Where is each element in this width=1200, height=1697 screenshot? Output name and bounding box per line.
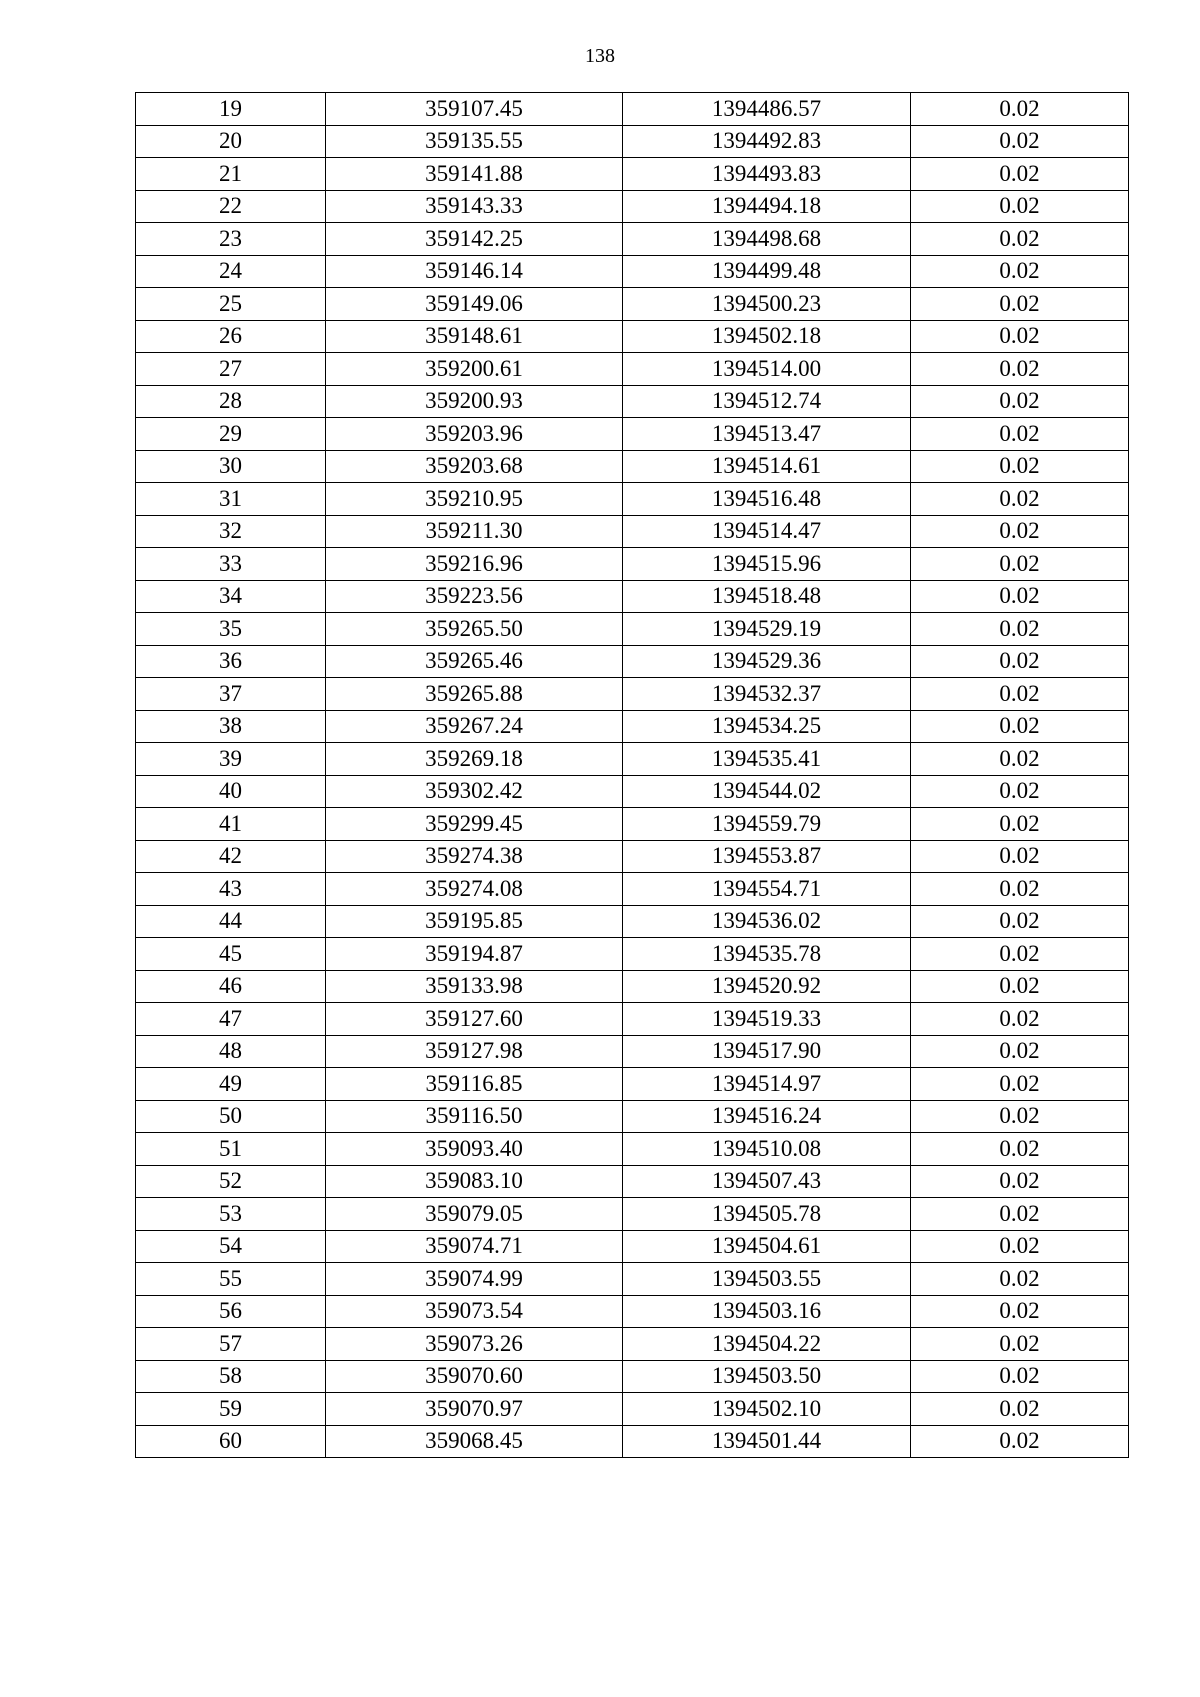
error-cell: 0.02 (911, 1068, 1129, 1101)
x-coordinate-cell: 359148.61 (326, 320, 623, 353)
x-coordinate-cell: 359216.96 (326, 548, 623, 581)
error-cell: 0.02 (911, 1328, 1129, 1361)
table-row (136, 1425, 1129, 1458)
y-coordinate-cell: 1394505.78 (623, 1198, 911, 1231)
error-cell: 0.02 (911, 1035, 1129, 1068)
x-coordinate-cell: 359200.61 (326, 353, 623, 386)
table-row (136, 970, 1129, 1003)
point-number-cell: 55 (136, 1263, 326, 1296)
y-coordinate-cell: 1394534.25 (623, 710, 911, 743)
point-number-cell: 31 (136, 483, 326, 516)
error-cell: 0.02 (911, 125, 1129, 158)
point-number-cell: 58 (136, 1360, 326, 1393)
y-coordinate-cell: 1394503.55 (623, 1263, 911, 1296)
table-row (136, 450, 1129, 483)
x-coordinate-cell: 359269.18 (326, 743, 623, 776)
x-coordinate-cell: 359133.98 (326, 970, 623, 1003)
table-row (136, 1295, 1129, 1328)
y-coordinate-cell: 1394493.83 (623, 158, 911, 191)
error-cell: 0.02 (911, 515, 1129, 548)
x-coordinate-cell: 359073.54 (326, 1295, 623, 1328)
y-coordinate-cell: 1394518.48 (623, 580, 911, 613)
y-coordinate-cell: 1394502.10 (623, 1393, 911, 1426)
point-number-cell: 45 (136, 938, 326, 971)
error-cell: 0.02 (911, 1165, 1129, 1198)
table-row (136, 158, 1129, 191)
y-coordinate-cell: 1394514.00 (623, 353, 911, 386)
table-row (136, 1230, 1129, 1263)
x-coordinate-cell: 359107.45 (326, 93, 623, 126)
x-coordinate-cell: 359265.46 (326, 645, 623, 678)
table-row (136, 320, 1129, 353)
y-coordinate-cell: 1394517.90 (623, 1035, 911, 1068)
error-cell: 0.02 (911, 190, 1129, 223)
x-coordinate-cell: 359127.60 (326, 1003, 623, 1036)
x-coordinate-cell: 359135.55 (326, 125, 623, 158)
point-number-cell: 47 (136, 1003, 326, 1036)
x-coordinate-cell: 359074.99 (326, 1263, 623, 1296)
error-cell: 0.02 (911, 93, 1129, 126)
error-cell: 0.02 (911, 1360, 1129, 1393)
point-number-cell: 24 (136, 255, 326, 288)
point-number-cell: 28 (136, 385, 326, 418)
table-row (136, 580, 1129, 613)
point-number-cell: 26 (136, 320, 326, 353)
point-number-cell: 36 (136, 645, 326, 678)
y-coordinate-cell: 1394514.97 (623, 1068, 911, 1101)
point-number-cell: 27 (136, 353, 326, 386)
x-coordinate-cell: 359210.95 (326, 483, 623, 516)
table-row (136, 385, 1129, 418)
y-coordinate-cell: 1394553.87 (623, 840, 911, 873)
point-number-cell: 19 (136, 93, 326, 126)
y-coordinate-cell: 1394544.02 (623, 775, 911, 808)
y-coordinate-cell: 1394494.18 (623, 190, 911, 223)
x-coordinate-cell: 359074.71 (326, 1230, 623, 1263)
error-cell: 0.02 (911, 1003, 1129, 1036)
error-cell: 0.02 (911, 1295, 1129, 1328)
error-cell: 0.02 (911, 1425, 1129, 1458)
y-coordinate-cell: 1394554.71 (623, 873, 911, 906)
y-coordinate-cell: 1394510.08 (623, 1133, 911, 1166)
table-row (136, 808, 1129, 841)
point-number-cell: 22 (136, 190, 326, 223)
y-coordinate-cell: 1394514.61 (623, 450, 911, 483)
y-coordinate-cell: 1394501.44 (623, 1425, 911, 1458)
x-coordinate-cell: 359194.87 (326, 938, 623, 971)
point-number-cell: 44 (136, 905, 326, 938)
y-coordinate-cell: 1394536.02 (623, 905, 911, 938)
error-cell: 0.02 (911, 320, 1129, 353)
y-coordinate-cell: 1394529.36 (623, 645, 911, 678)
error-cell: 0.02 (911, 255, 1129, 288)
error-cell: 0.02 (911, 450, 1129, 483)
table-row (136, 515, 1129, 548)
x-coordinate-cell: 359203.96 (326, 418, 623, 451)
error-cell: 0.02 (911, 710, 1129, 743)
table-row (136, 418, 1129, 451)
y-coordinate-cell: 1394535.41 (623, 743, 911, 776)
x-coordinate-cell: 359141.88 (326, 158, 623, 191)
table-row (136, 1035, 1129, 1068)
error-cell: 0.02 (911, 970, 1129, 1003)
table-row (136, 775, 1129, 808)
table-row (136, 678, 1129, 711)
y-coordinate-cell: 1394502.18 (623, 320, 911, 353)
table-row (136, 288, 1129, 321)
table-row (136, 1100, 1129, 1133)
point-number-cell: 41 (136, 808, 326, 841)
table-row (136, 710, 1129, 743)
point-number-cell: 49 (136, 1068, 326, 1101)
point-number-cell: 42 (136, 840, 326, 873)
table-row (136, 1003, 1129, 1036)
x-coordinate-cell: 359068.45 (326, 1425, 623, 1458)
error-cell: 0.02 (911, 548, 1129, 581)
table-row (136, 1198, 1129, 1231)
x-coordinate-cell: 359083.10 (326, 1165, 623, 1198)
error-cell: 0.02 (911, 678, 1129, 711)
y-coordinate-cell: 1394516.48 (623, 483, 911, 516)
x-coordinate-cell: 359070.60 (326, 1360, 623, 1393)
coordinate-table (135, 92, 1129, 1458)
point-number-cell: 33 (136, 548, 326, 581)
point-number-cell: 59 (136, 1393, 326, 1426)
y-coordinate-cell: 1394486.57 (623, 93, 911, 126)
x-coordinate-cell: 359073.26 (326, 1328, 623, 1361)
y-coordinate-cell: 1394520.92 (623, 970, 911, 1003)
point-number-cell: 34 (136, 580, 326, 613)
x-coordinate-cell: 359149.06 (326, 288, 623, 321)
y-coordinate-cell: 1394532.37 (623, 678, 911, 711)
table-row (136, 938, 1129, 971)
table-row (136, 1068, 1129, 1101)
page-number: 138 (585, 45, 615, 67)
point-number-cell: 37 (136, 678, 326, 711)
y-coordinate-cell: 1394503.16 (623, 1295, 911, 1328)
table-row (136, 840, 1129, 873)
y-coordinate-cell: 1394503.50 (623, 1360, 911, 1393)
table-row (136, 125, 1129, 158)
x-coordinate-cell: 359200.93 (326, 385, 623, 418)
table-row (136, 353, 1129, 386)
point-number-cell: 52 (136, 1165, 326, 1198)
error-cell: 0.02 (911, 158, 1129, 191)
y-coordinate-cell: 1394507.43 (623, 1165, 911, 1198)
point-number-cell: 60 (136, 1425, 326, 1458)
point-number-cell: 56 (136, 1295, 326, 1328)
error-cell: 0.02 (911, 223, 1129, 256)
table-row (136, 1165, 1129, 1198)
point-number-cell: 32 (136, 515, 326, 548)
y-coordinate-cell: 1394529.19 (623, 613, 911, 646)
point-number-cell: 46 (136, 970, 326, 1003)
point-number-cell: 43 (136, 873, 326, 906)
error-cell: 0.02 (911, 353, 1129, 386)
y-coordinate-cell: 1394514.47 (623, 515, 911, 548)
error-cell: 0.02 (911, 385, 1129, 418)
y-coordinate-cell: 1394512.74 (623, 385, 911, 418)
error-cell: 0.02 (911, 808, 1129, 841)
point-number-cell: 39 (136, 743, 326, 776)
x-coordinate-cell: 359116.85 (326, 1068, 623, 1101)
x-coordinate-cell: 359223.56 (326, 580, 623, 613)
table-row (136, 190, 1129, 223)
x-coordinate-cell: 359195.85 (326, 905, 623, 938)
x-coordinate-cell: 359302.42 (326, 775, 623, 808)
x-coordinate-cell: 359274.08 (326, 873, 623, 906)
y-coordinate-cell: 1394516.24 (623, 1100, 911, 1133)
x-coordinate-cell: 359079.05 (326, 1198, 623, 1231)
x-coordinate-cell: 359211.30 (326, 515, 623, 548)
point-number-cell: 25 (136, 288, 326, 321)
error-cell: 0.02 (911, 418, 1129, 451)
error-cell: 0.02 (911, 873, 1129, 906)
point-number-cell: 21 (136, 158, 326, 191)
point-number-cell: 35 (136, 613, 326, 646)
error-cell: 0.02 (911, 580, 1129, 613)
x-coordinate-cell: 359070.97 (326, 1393, 623, 1426)
point-number-cell: 40 (136, 775, 326, 808)
y-coordinate-cell: 1394559.79 (623, 808, 911, 841)
error-cell: 0.02 (911, 938, 1129, 971)
table-row (136, 1360, 1129, 1393)
point-number-cell: 51 (136, 1133, 326, 1166)
table-row (136, 548, 1129, 581)
coordinate-table-body (136, 93, 1129, 1458)
point-number-cell: 50 (136, 1100, 326, 1133)
error-cell: 0.02 (911, 1230, 1129, 1263)
table-row (136, 255, 1129, 288)
point-number-cell: 38 (136, 710, 326, 743)
x-coordinate-cell: 359267.24 (326, 710, 623, 743)
x-coordinate-cell: 359265.50 (326, 613, 623, 646)
y-coordinate-cell: 1394519.33 (623, 1003, 911, 1036)
error-cell: 0.02 (911, 483, 1129, 516)
error-cell: 0.02 (911, 743, 1129, 776)
y-coordinate-cell: 1394504.22 (623, 1328, 911, 1361)
table-row (136, 743, 1129, 776)
x-coordinate-cell: 359116.50 (326, 1100, 623, 1133)
error-cell: 0.02 (911, 645, 1129, 678)
table-row (136, 93, 1129, 126)
error-cell: 0.02 (911, 1133, 1129, 1166)
point-number-cell: 54 (136, 1230, 326, 1263)
x-coordinate-cell: 359142.25 (326, 223, 623, 256)
y-coordinate-cell: 1394498.68 (623, 223, 911, 256)
error-cell: 0.02 (911, 775, 1129, 808)
table-row (136, 873, 1129, 906)
x-coordinate-cell: 359265.88 (326, 678, 623, 711)
y-coordinate-cell: 1394535.78 (623, 938, 911, 971)
point-number-cell: 29 (136, 418, 326, 451)
y-coordinate-cell: 1394504.61 (623, 1230, 911, 1263)
x-coordinate-cell: 359274.38 (326, 840, 623, 873)
table-row (136, 1263, 1129, 1296)
table-row (136, 905, 1129, 938)
x-coordinate-cell: 359146.14 (326, 255, 623, 288)
table-row (136, 223, 1129, 256)
point-number-cell: 48 (136, 1035, 326, 1068)
y-coordinate-cell: 1394515.96 (623, 548, 911, 581)
point-number-cell: 57 (136, 1328, 326, 1361)
table-row (136, 1133, 1129, 1166)
error-cell: 0.02 (911, 1263, 1129, 1296)
y-coordinate-cell: 1394500.23 (623, 288, 911, 321)
error-cell: 0.02 (911, 905, 1129, 938)
error-cell: 0.02 (911, 1198, 1129, 1231)
table-row (136, 645, 1129, 678)
x-coordinate-cell: 359299.45 (326, 808, 623, 841)
table-row (136, 483, 1129, 516)
error-cell: 0.02 (911, 1393, 1129, 1426)
error-cell: 0.02 (911, 613, 1129, 646)
x-coordinate-cell: 359143.33 (326, 190, 623, 223)
point-number-cell: 20 (136, 125, 326, 158)
table-row (136, 613, 1129, 646)
point-number-cell: 23 (136, 223, 326, 256)
error-cell: 0.02 (911, 288, 1129, 321)
table-row (136, 1328, 1129, 1361)
table-row (136, 1393, 1129, 1426)
x-coordinate-cell: 359093.40 (326, 1133, 623, 1166)
error-cell: 0.02 (911, 840, 1129, 873)
x-coordinate-cell: 359203.68 (326, 450, 623, 483)
y-coordinate-cell: 1394492.83 (623, 125, 911, 158)
point-number-cell: 30 (136, 450, 326, 483)
y-coordinate-cell: 1394513.47 (623, 418, 911, 451)
x-coordinate-cell: 359127.98 (326, 1035, 623, 1068)
point-number-cell: 53 (136, 1198, 326, 1231)
y-coordinate-cell: 1394499.48 (623, 255, 911, 288)
error-cell: 0.02 (911, 1100, 1129, 1133)
